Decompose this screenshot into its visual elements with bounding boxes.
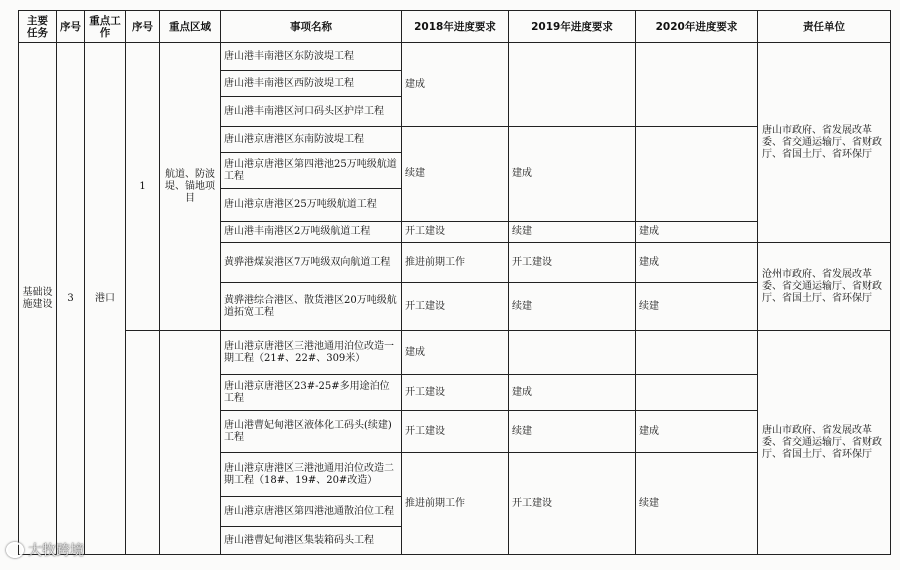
unit-tangshan-a: 唐山市政府、省发展改革委、省交通运输厅、省财政厅、省国土厅、省环保厅 [758, 43, 891, 243]
status-2020 [636, 43, 758, 127]
unit-cangzhou: 沧州市政府、省发展改革委、省交通运输厅、省财政厅、省国土厅、省环保厅 [758, 243, 891, 331]
header-seq1: 序号 [57, 11, 85, 43]
status-2018: 推进前期工作 [402, 453, 509, 555]
header-seq2: 序号 [126, 11, 160, 43]
project-name: 唐山港京唐港区23#-25#多用途泊位工程 [221, 375, 402, 411]
status-2019: 续建 [509, 283, 636, 331]
status-2019: 建成 [509, 127, 636, 222]
status-2019: 续建 [509, 411, 636, 453]
status-2018: 开工建设 [402, 411, 509, 453]
watermark-logo-icon [6, 542, 24, 558]
header-area: 重点区域 [160, 11, 221, 43]
seq1-cell: 3 [57, 43, 85, 555]
status-2020 [636, 375, 758, 411]
work-cell: 港口 [85, 43, 126, 555]
table-row [19, 43, 891, 71]
header-2019: 2019年进度要求 [509, 11, 636, 43]
header-task: 主要任务 [19, 11, 57, 43]
status-2020: 续建 [636, 453, 758, 555]
status-2020 [636, 127, 758, 222]
area-empty [160, 331, 221, 555]
project-name: 唐山港丰南港区2万吨级航道工程 [221, 222, 402, 243]
status-2019: 开工建设 [509, 453, 636, 555]
status-2018: 开工建设 [402, 283, 509, 331]
status-2019 [509, 43, 636, 127]
status-2020: 续建 [636, 283, 758, 331]
project-name: 唐山港曹妃甸港区集装箱码头工程 [221, 527, 402, 555]
project-name: 唐山港丰南港区河口码头区护岸工程 [221, 97, 402, 127]
seq2-cell: 1 [126, 43, 160, 331]
project-name: 唐山港京唐港区25万吨级航道工程 [221, 189, 402, 222]
status-2018: 推进前期工作 [402, 243, 509, 283]
status-2018: 开工建设 [402, 222, 509, 243]
project-name: 唐山港丰南港区西防波堤工程 [221, 71, 402, 97]
header-2020: 2020年进度要求 [636, 11, 758, 43]
project-name: 唐山港京唐港区三港池通用泊位改造一期工程（21#、22#、309米） [221, 331, 402, 375]
project-name: 唐山港曹妃甸港区液体化工码头(续建)工程 [221, 411, 402, 453]
progress-table [18, 10, 891, 555]
status-2020: 建成 [636, 243, 758, 283]
status-2020: 建成 [636, 222, 758, 243]
project-name: 唐山港京唐港区第四港池通散泊位工程 [221, 497, 402, 527]
header-work: 重点工作 [85, 11, 126, 43]
header-2018: 2018年进度要求 [402, 11, 509, 43]
status-2018: 建成 [402, 43, 509, 127]
project-name: 唐山港京唐港区三港池通用泊位改造二期工程（18#、19#、20#改造） [221, 453, 402, 497]
task-cell: 基础设施建设 [19, 43, 57, 555]
unit-tangshan-b: 唐山市政府、省发展改革委、省交通运输厅、省财政厅、省国土厅、省环保厅 [758, 331, 891, 555]
project-name: 唐山港京唐港区第四港池25万吨级航道工程 [221, 153, 402, 189]
status-2019: 续建 [509, 222, 636, 243]
project-name: 黄骅港煤炭港区7万吨级双向航道工程 [221, 243, 402, 283]
status-2019 [509, 331, 636, 375]
status-2019: 开工建设 [509, 243, 636, 283]
seq2-empty [126, 331, 160, 555]
project-name: 唐山港丰南港区东防波堤工程 [221, 43, 402, 71]
status-2020: 建成 [636, 411, 758, 453]
watermark-text: 大牧跨境 [28, 543, 84, 559]
status-2018: 开工建设 [402, 375, 509, 411]
project-name: 黄骅港综合港区、散货港区20万吨级航道拓宽工程 [221, 283, 402, 331]
area-cell: 航道、防波堤、锚地项目 [160, 43, 221, 331]
watermark [6, 540, 84, 560]
table-row [19, 331, 891, 375]
status-2018: 续建 [402, 127, 509, 222]
header-name: 事项名称 [221, 11, 402, 43]
status-2020 [636, 331, 758, 375]
status-2018: 建成 [402, 331, 509, 375]
status-2019: 建成 [509, 375, 636, 411]
header-row [19, 11, 891, 43]
header-unit: 责任单位 [758, 11, 891, 43]
project-name: 唐山港京唐港区东南防波堤工程 [221, 127, 402, 153]
